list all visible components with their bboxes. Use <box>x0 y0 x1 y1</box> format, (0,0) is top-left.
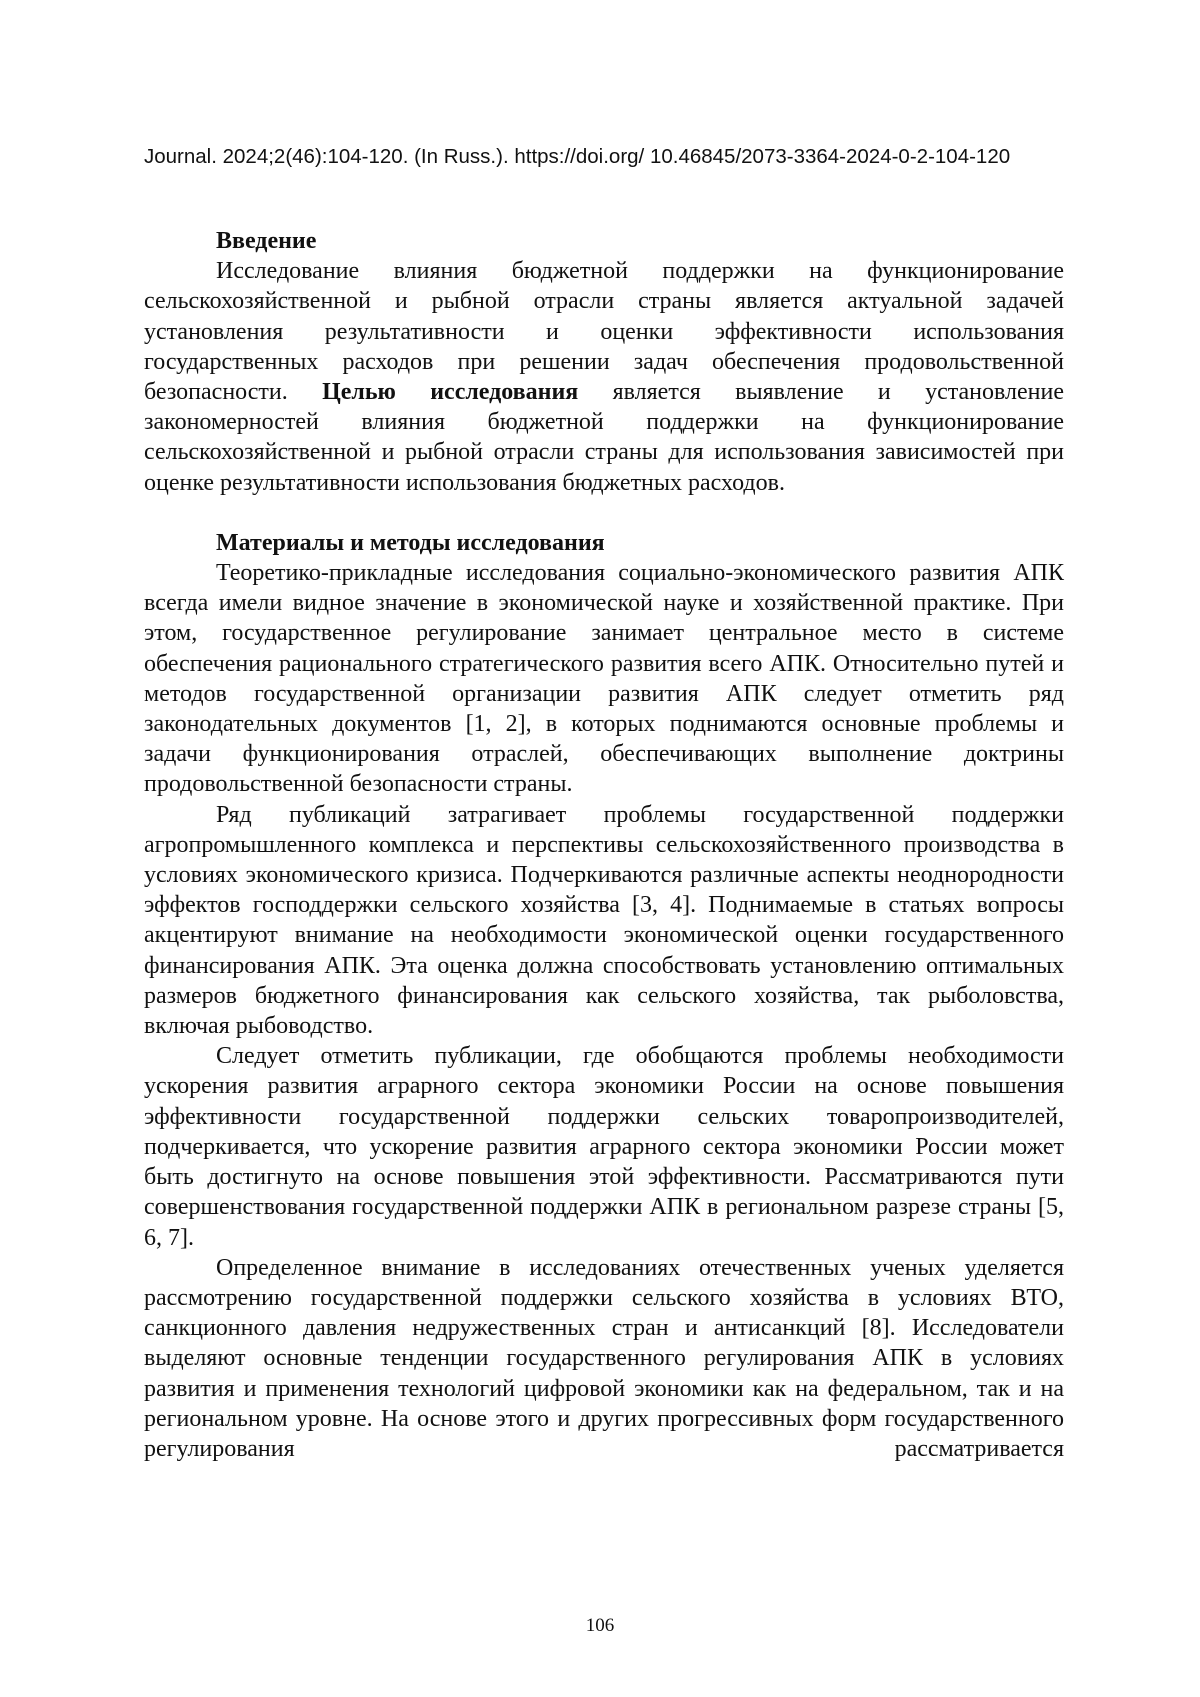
methods-paragraph-4: Определенное внимание в исследованиях отечественных ученых уделяется рассмотрению государственной поддержки сельского хозяйства в условиях ВТО, санкционного давления недружественных стран и антисанкций [8]. Исследователи выделяют основные тенденции государственного регулирования АПК в условиях развития и применения технологий цифровой экономики как на федеральном, так и на региональном уровне. На основе этого и других прогрессивных форм государственного регулирования рассматривается <box>144 1254 1064 1462</box>
methods-paragraph-2: Ряд публикаций затрагивает проблемы государственной поддержки агропромышленного комплекса и перспективы сельскохозяйственного производства в условиях экономического кризиса. Подчеркиваются различные аспекты неоднородности эффектов господдержки сельского хозяйства [3, 4]. Поднимаемые в статьях вопросы акцентируют внимание на необходимости экономической оценки государственного финансирования АПК. Эта оценка должна способствовать установлению оптимальных размеров бюджетного финансирования как сельского хозяйства, так рыболовства, включая рыбоводство. <box>144 801 1064 1040</box>
methods-heading: Материалы и методы исследования <box>216 529 605 556</box>
intro-text-start: Исследование влияния бюджетной поддержки на функционирование сельскохозяйственной и рыбной отрасли страны является актуальной задачей установления результативности и оценки эффективности использования государственных расходов при решении задач обеспечения продовольственной безопасности. <box>144 258 1064 406</box>
intro-heading: Введение <box>216 228 317 254</box>
citation-line: Journal. 2024;2(46):104-120. (In Russ.). https://doi.org/ 10.46845/2073-3364-2024-0-2-104-120 <box>144 145 1011 168</box>
intro-text-end: является выявление и установление закономерностей влияния бюджетной поддержки на функционирование сельскохозяйственной и рыбной отрасли страны для использования зависимостей при оценке результативности использования бюджетных расходов. <box>144 379 1064 496</box>
research-goal-label: Целью исследования <box>322 379 579 406</box>
section-gap <box>144 498 1064 528</box>
page-number: 106 <box>585 1615 615 1636</box>
article-body <box>144 226 1064 1464</box>
methods-paragraph-3: Следует отметить публикации, где обобщаются проблемы необходимости ускорения развития аграрного сектора экономики России на основе повышения эффективности государственной поддержки сельских товаропроизводителей, подчеркивается, что ускорение развития аграрного сектора экономики России может быть достигнуто на основе повышения этой эффективности. Рассматриваются пути совершенствования государственной поддержки АПК в региональном разрезе страны [5, 6, 7]. <box>144 1043 1064 1251</box>
intro-paragraph <box>144 256 1064 498</box>
methods-paragraph-1: Теоретико-прикладные исследования социально-экономического развития АПК всегда имели видное значение в экономической науке и хозяйственной практике. При этом, государственное регулирование занимает центральное место в системе обеспечения рационального стратегического развития всего АПК. Относительно путей и методов государственной организации развития АПК следует отметить ряд законодательных документов [1, 2], в которых поднимаются основные проблемы и задачи функционирования отраслей, обеспечивающих выполнение доктрины продовольственной безопасности страны. <box>144 560 1064 798</box>
